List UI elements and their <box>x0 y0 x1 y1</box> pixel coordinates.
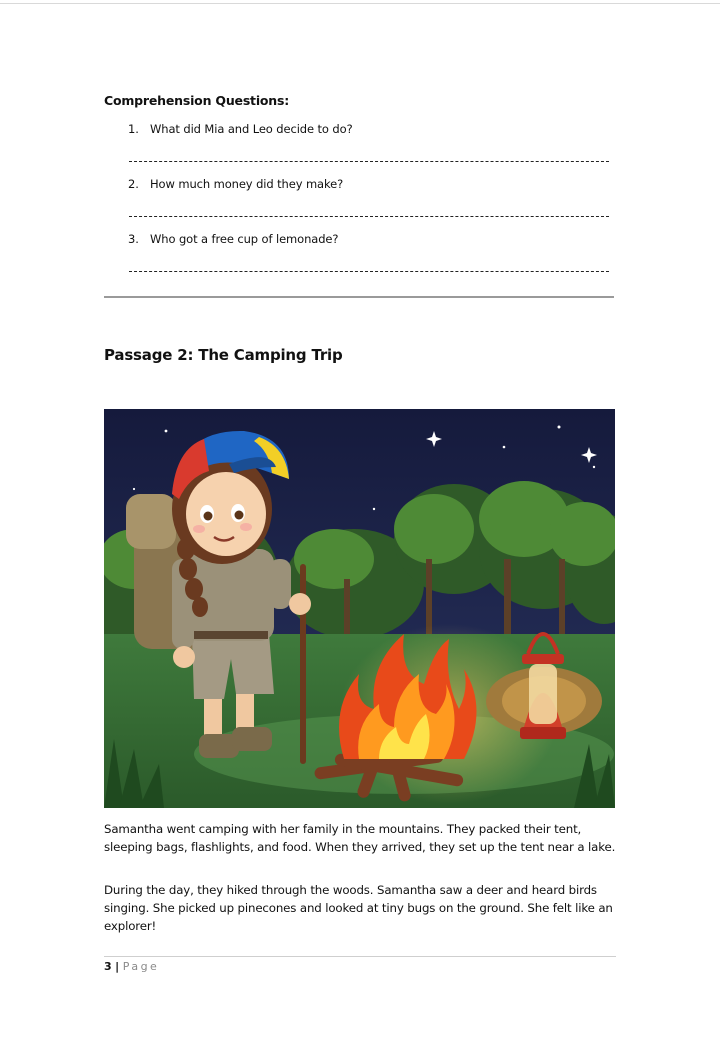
passage-paragraph-2: During the day, they hiked through the woods. Samantha saw a deer and heard birds singing. She picked up pinecones and looked at tiny bugs on the ground. She felt like an explorer! <box>104 883 613 933</box>
answer-line-2[interactable] <box>129 216 609 217</box>
question-2: 2. How much money did they make? <box>128 177 344 191</box>
page-word: Page <box>122 960 160 973</box>
comprehension-heading: Comprehension Questions: <box>104 93 290 108</box>
camping-scene-illustration <box>104 409 615 808</box>
footer-divider <box>104 956 616 957</box>
answer-line-3[interactable] <box>129 271 609 272</box>
passage-paragraph-1: Samantha went camping with her family in the mountains. They packed their tent, sleeping bags, flashlights, and food. When they arrived, they set up the tent near a lake. <box>104 822 616 854</box>
passage-title: Passage 2: The Camping Trip <box>104 346 343 364</box>
page-number: 3 <box>104 960 112 973</box>
footer-separator: | <box>115 960 120 973</box>
question-3: 3. Who got a free cup of lemonade? <box>128 232 339 246</box>
question-1: 1. What did Mia and Leo decide to do? <box>128 122 353 136</box>
top-border <box>0 3 720 4</box>
answer-line-1[interactable] <box>129 161 609 162</box>
page-footer <box>104 960 159 973</box>
section-divider <box>104 296 614 298</box>
